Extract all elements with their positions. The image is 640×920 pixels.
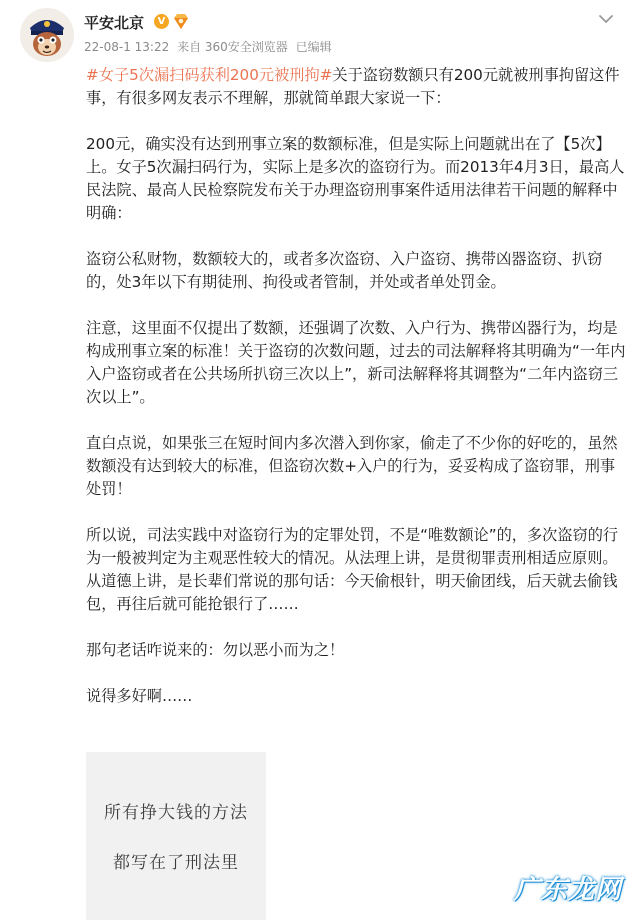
paragraph-text: 关于盗窃数额只有200元就被刑事拘留这件事，有很多网友表示不理解，那就简单跟大家说一下： xyxy=(86,66,620,107)
paragraph: 说得多好啊…… xyxy=(86,687,193,705)
image-caption-line2: 都写在了刑法里 xyxy=(113,853,239,873)
site-watermark: 广东龙网 xyxy=(513,875,622,905)
vip-badge-icon xyxy=(172,13,190,30)
paragraph: 盗窃公私财物，数额较大的，或者多次盗窃、入户盗窃、携带凶器盗窃、扒窃的，处3年以下有期徒刑、拘役或者管制，并处或者单处罚金。 xyxy=(86,250,603,291)
post-content xyxy=(86,64,626,731)
post-source: 来自 360安全浏览器 xyxy=(177,40,288,54)
verified-badge-icon: V xyxy=(154,14,169,29)
paragraph xyxy=(86,64,626,110)
post-header xyxy=(20,8,620,58)
post-image[interactable] xyxy=(86,752,266,920)
chevron-down-icon[interactable] xyxy=(598,10,614,22)
edited-label[interactable]: 已编辑 xyxy=(295,40,332,54)
topic-link[interactable]: #女子5次漏扫码获利200元被刑拘# xyxy=(86,66,333,84)
avatar[interactable] xyxy=(20,8,74,62)
paragraph: 那句老话咋说来的：勿以恶小而为之！ xyxy=(86,641,345,659)
paragraph: 注意，这里面不仅提出了数额，还强调了次数、入户行为、携带凶器行为，均是构成刑事立案的标准！关于盗窃的次数问题，过去的司法解释将其明确为“一年内入户盗窃或者在公共场所扒窃三次以上”，新司法解释将其调整为“二年内盗窃三次以上”。 xyxy=(86,319,626,406)
police-mascot-icon xyxy=(20,8,74,62)
paragraph: 200元，确实没有达到刑事立案的数额标准，但是实际上问题就出在了【5次】上。女子5次漏扫码行为，实际上是多次的盗窃行为。而2013年4月3日，最高人民法院、最高人民检察院发布关于办理盗窃刑事案件适用法律若干问题的解释中明确： xyxy=(86,135,625,222)
paragraph: 直白点说，如果张三在短时间内多次潜入到你家，偷走了不少你的好吃的，虽然数额没有达到较大的标准，但盗窃次数+入户的行为，妥妥构成了盗窃罪，刑事处罚！ xyxy=(86,434,618,498)
author-name[interactable]: 平安北京 xyxy=(84,14,145,32)
image-caption-line1: 所有挣大钱的方法 xyxy=(104,803,248,823)
post-timestamp[interactable]: 22-08-1 13:22 xyxy=(84,40,170,54)
post-meta xyxy=(84,38,336,55)
paragraph: 所以说，司法实践中对盗窃行为的定罪处罚，不是“唯数额论”的，多次盗窃的行为一般被判定为主观恶性较大的情况。从法理上讲，是贯彻罪责刑相适应原则。从道德上讲，是长辈们常说的那句话：今天偷根针，明天偷团线，后天就去偷钱包，再往后就可能抢银行了…… xyxy=(86,526,619,613)
